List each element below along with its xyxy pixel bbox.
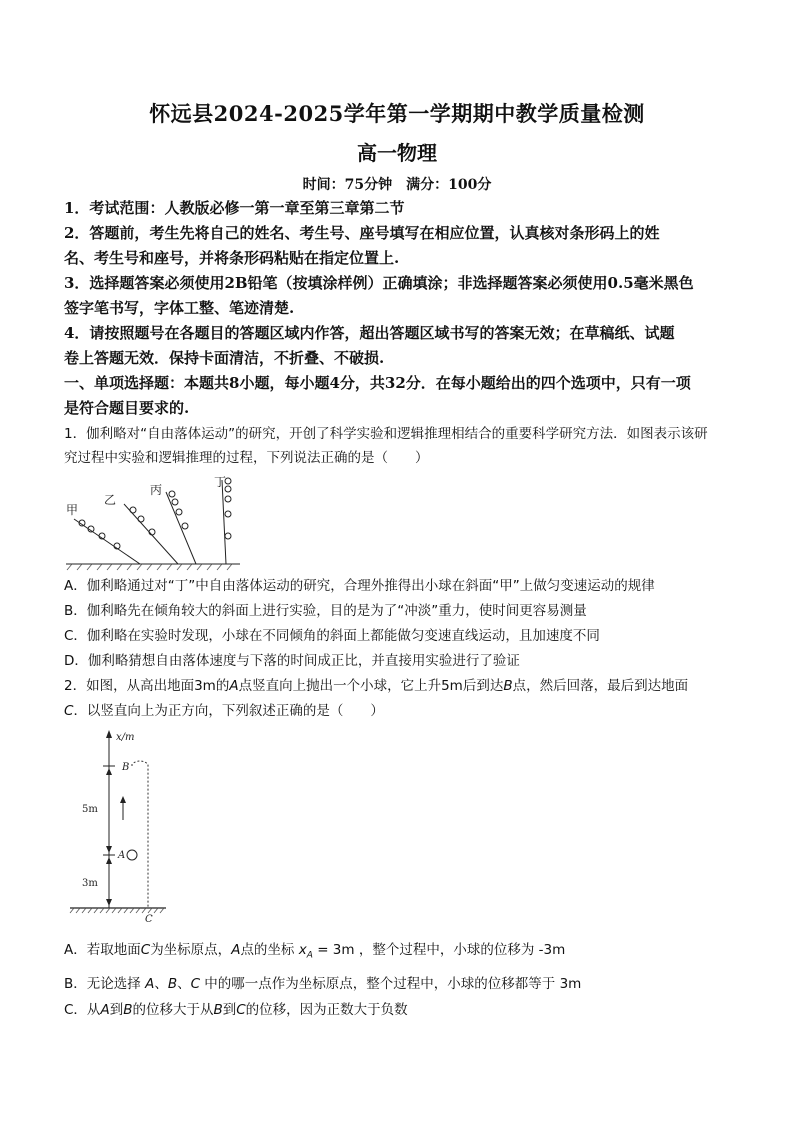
axis-label: x/m [116, 732, 135, 743]
q2-stem-cont: C．以竖直向上为正方向，下列叙述正确的是（ ） [64, 703, 384, 719]
figure-label-yi: 乙 [104, 493, 117, 507]
q2-stem: 2．如图，从高出地面3m的A点竖直向上抛出一个小球，它上升5m后到达B点，然后回落，最后到达地面 [64, 678, 689, 694]
q1-option-d: D．伽利略猜想自由落体速度与下落的时间成正比，并直接用实验进行了验证 [64, 653, 520, 669]
section-heading-cont: 是符合题目要求的. [64, 399, 190, 417]
note-3: 3．选择题答案必须使用2B铅笔（按填涂样例）正确填涂；非选择题答案必须使用0.5毫米黑色 [64, 274, 694, 292]
figure-label-bing: 丙 [150, 483, 163, 497]
exam-time-score: 时间：75分钟 满分：100分 [302, 177, 492, 193]
dim-5m: 5m [82, 804, 98, 815]
figure-label-ding: 丁 [214, 475, 227, 489]
dim-3m: 3m [82, 878, 98, 889]
point-label-b: B [122, 762, 130, 773]
figure-label-jia: 甲 [66, 503, 79, 517]
q1-stem-cont: 究过程中实验和逻辑推理的过程，下列说法正确的是（ ） [64, 450, 429, 466]
q2-option-a: A．若取地面C为坐标原点，A点的坐标 $x_A = 3m$ ，整个过程中，小球的位移为 -3m [64, 942, 566, 961]
q1-option-b: B．伽利略先在倾角较大的斜面上进行实验，目的是为了“冲淡”重力，使时间更容易测量 [64, 603, 587, 619]
point-label-a: A [118, 850, 126, 861]
q1-option-a: A．伽利略通过对“丁”中自由落体运动的研究，合理外推得出小球在斜面“甲”上做匀变速运动的规律 [64, 578, 655, 594]
note-3-cont: 签字笔书写，字体工整、笔迹清楚. [64, 299, 295, 317]
section-heading: 一、单项选择题：本题共8小题，每小题4分，共32分．在每小题给出的四个选项中，只有一项 [64, 374, 691, 392]
note-4: 4．请按照题号在各题目的答题区域内作答，超出答题区域书写的答案无效；在草稿纸、试题 [64, 324, 675, 342]
note-2-cont: 名、考生号和座号，并将条形码粘贴在指定位置上. [64, 249, 400, 267]
q2-throw-figure [66, 728, 196, 924]
note-4-cont: 卷上答题无效．保持卡面清洁，不折叠、不破损. [64, 349, 385, 367]
q1-option-c: C．伽利略在实验时发现，小球在不同倾角的斜面上都能做匀变速直线运动，且加速度不同 [64, 628, 600, 644]
q1-stem: 1．伽利略对“自由落体运动”的研究，开创了科学实验和逻辑推理相结合的重要科学研究方法．如图表示该研 [64, 426, 708, 442]
exam-title: 怀远县2024-2025学年第一学期期中教学质量检测 [149, 101, 645, 126]
q2-option-b: B．无论选择 A、B、C 中的哪一点作为坐标原点，整个过程中，小球的位移都等于 3m [64, 976, 582, 992]
q1-incline-figure [62, 474, 252, 574]
q2-option-c: C．从A到B的位移大于从B到C的位移，因为正数大于负数 [64, 1002, 408, 1018]
exam-subject: 高一物理 [357, 141, 437, 165]
note-1: 1．考试范围：人教版必修一第一章至第三章第二节 [64, 199, 405, 217]
point-label-c: C [145, 914, 153, 924]
note-2: 2．答题前，考生先将自己的姓名、考生号、座号填写在相应位置，认真核对条形码上的姓 [64, 224, 660, 242]
